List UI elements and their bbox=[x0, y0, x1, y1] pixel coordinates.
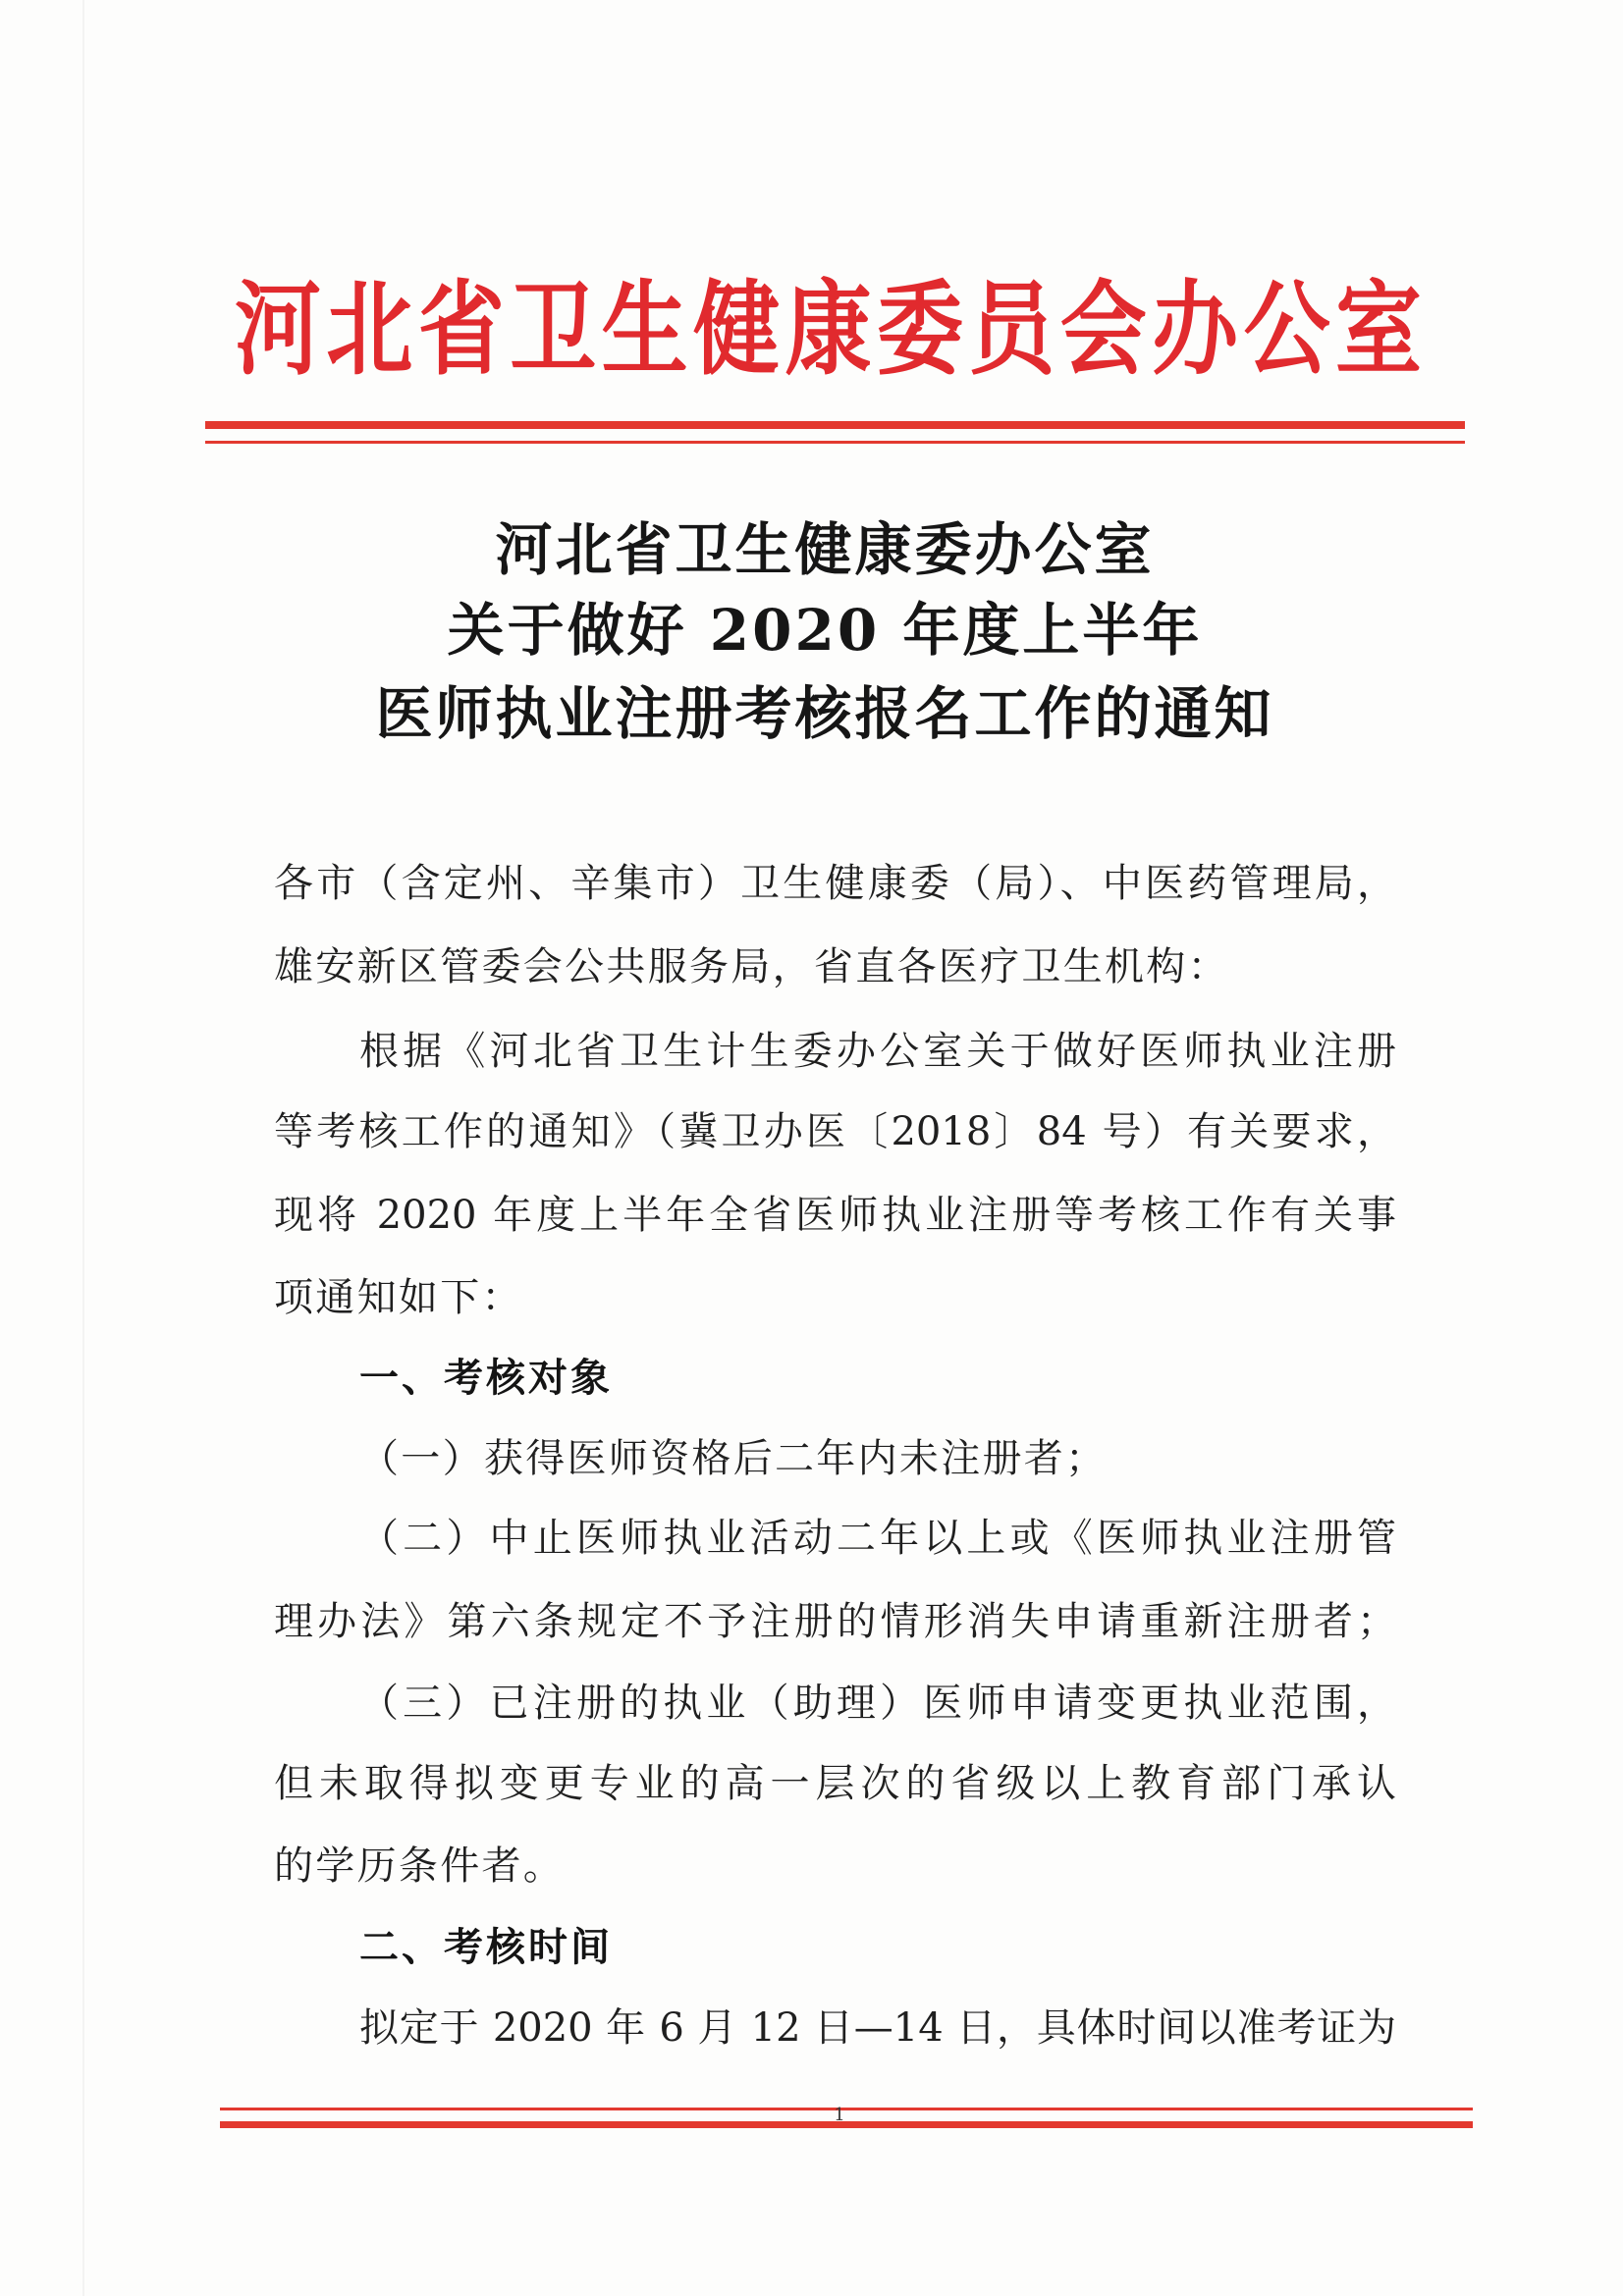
section-line: （二）中止医师执业活动二年以上或《医师执业注册管 bbox=[359, 1516, 1396, 1561]
intro-line: 项通知如下： bbox=[274, 1275, 523, 1320]
section-heading: 二、考核时间 bbox=[359, 1924, 613, 1970]
letterhead-thick-rule bbox=[205, 421, 1465, 429]
intro-line: 等考核工作的通知》（冀卫办医〔2018〕84 号）有关要求， bbox=[274, 1109, 1396, 1154]
document-title-line-3: 医师执业注册考核报名工作的通知 bbox=[375, 680, 1274, 747]
page-number: 1 bbox=[834, 2105, 845, 2125]
letterhead-thin-rule bbox=[205, 441, 1465, 444]
section-line: 的学历条件者。 bbox=[274, 1843, 566, 1889]
document-title-line-1: 河北省卫生健康委办公室 bbox=[495, 516, 1155, 583]
section-line: （一）获得医师资格后二年内未注册者； bbox=[359, 1436, 1108, 1481]
section-heading: 一、考核对象 bbox=[359, 1355, 613, 1401]
section-line: 理办法》第六条规定不予注册的情形消失申请重新注册者； bbox=[274, 1599, 1396, 1644]
section-line: （三）已注册的执业（助理）医师申请变更执业范围， bbox=[359, 1681, 1396, 1726]
document-title-line-2: 关于做好 2020 年度上半年 bbox=[447, 597, 1203, 664]
addressee-line: 各市（含定州、辛集市）卫生健康委（局）、中医药管理局， bbox=[274, 861, 1396, 906]
section-line: 但未取得拟变更专业的高一层次的省级以上教育部门承认 bbox=[274, 1761, 1396, 1806]
letterhead-org-name: 河北省卫生健康委员会办公室 bbox=[235, 268, 1422, 390]
intro-line: 现将 2020 年度上半年全省医师执业注册等考核工作有关事 bbox=[274, 1193, 1396, 1238]
section-line: 拟定于 2020 年 6 月 12 日—14 日，具体时间以准考证为 bbox=[359, 2005, 1396, 2051]
addressee-line: 雄安新区管委会公共服务局，省直各医疗卫生机构： bbox=[274, 944, 1229, 989]
scan-edge bbox=[82, 0, 84, 2296]
intro-line: 根据《河北省卫生计生委办公室关于做好医师执业注册 bbox=[359, 1029, 1396, 1074]
